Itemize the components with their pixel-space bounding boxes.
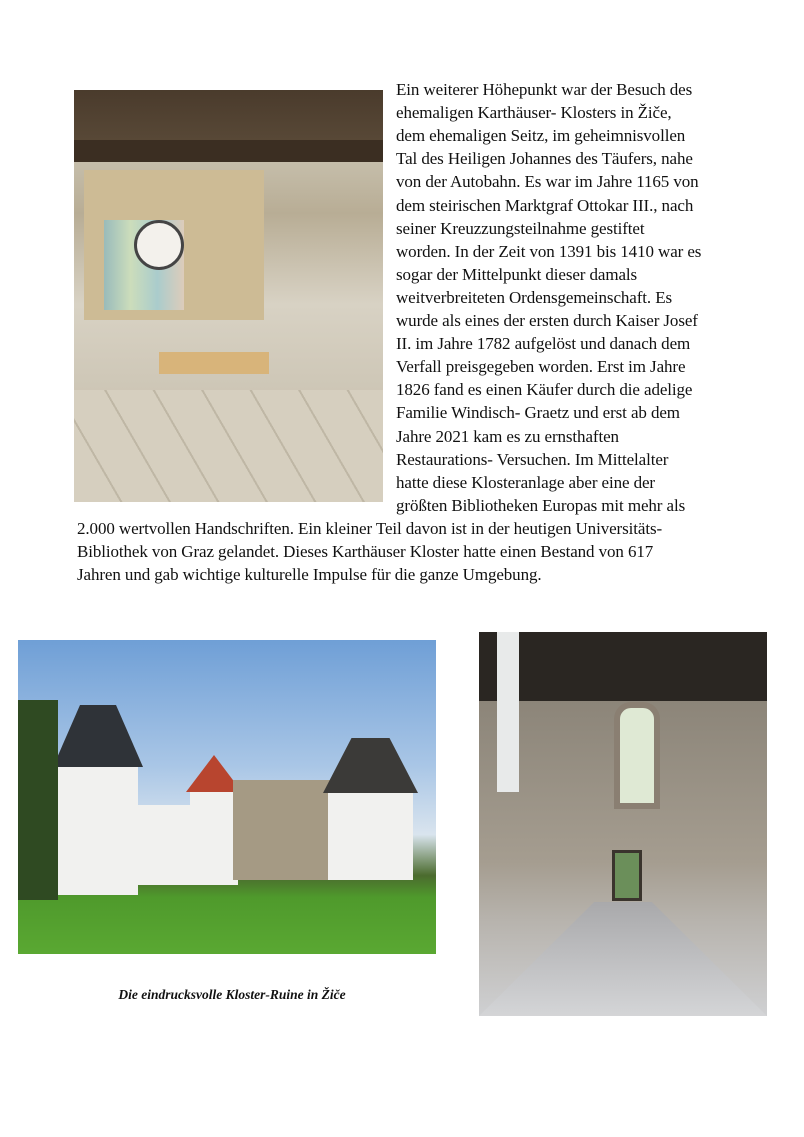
photo-clock (134, 220, 184, 270)
photo-ruin-wall (233, 780, 333, 880)
text-line: Jahre 2021 kam es zu ernsthaften (396, 426, 619, 446)
photo-tower-right (328, 790, 413, 880)
photo-tower-mid (190, 790, 238, 885)
photo-wing (138, 805, 198, 885)
photo-table (159, 352, 269, 374)
text-line: 1826 fand es einen Käufer durch die adelige (396, 380, 693, 400)
text-line: dem steirischen Marktgraf Ottokar III., nach (396, 195, 694, 215)
text-line: Ein weiterer Höhepunkt war der Besuch des (396, 80, 693, 99)
text-line: größten Bibliotheken Europas mit mehr als (396, 495, 686, 515)
text-line: wurde als eines der ersten durch Kaiser Josef (396, 311, 698, 330)
text-line: II. im Jahre 1782 aufgelöst und danach dem (396, 334, 691, 354)
text-line: von der Autobahn. Es war im Jahre 1165 von (396, 172, 699, 192)
photo-doorway (612, 850, 642, 901)
text-line: worden. In der Zeit von 1391 bis 1410 war es (396, 241, 702, 261)
text-line: hatte diese Klosteranlage aber eine der (396, 472, 655, 492)
photo-floor (74, 390, 383, 502)
text-line: ehemaligen Karthäuser- Klosters in Žiče, (396, 103, 672, 123)
photo-trees (18, 700, 58, 900)
photo-roof-left (53, 705, 143, 767)
text-line: seiner Kreuzzungsteilnahme gestiftet (396, 218, 645, 238)
photo-roof-right (323, 738, 418, 793)
text-line: dem ehemaligen Seitz, im geheimnisvollen (396, 126, 686, 146)
text-line: Restaurations- Versuchen. Im Mittelalter (396, 449, 669, 469)
photo-courtyard-cafe (74, 90, 383, 502)
photo-church-interior (479, 632, 767, 1016)
photo-monastery-exterior (18, 640, 436, 954)
text-line: Jahren und gab wichtige kulturelle Impulse für die ganze Umgebung. (77, 565, 542, 585)
photo-side-window (497, 632, 519, 792)
text-line: 2.000 wertvollen Handschriften. Ein kleiner Teil davon ist in der heutigen Universitäts- (77, 518, 663, 538)
photo-tower-left (58, 765, 138, 895)
text-line: sogar der Mittelpunkt dieser damals (396, 264, 638, 284)
text-line: Tal des Heiligen Johannes des Täufers, nahe (396, 149, 693, 169)
text-line: Bibliothek von Graz gelandet. Dieses Karthäuser Kloster hatte einen Bestand von 617 (77, 542, 654, 561)
photo-gothic-window (614, 702, 660, 809)
photo-floor (479, 902, 767, 1016)
photo-beam (74, 140, 383, 162)
photo-caption: Die eindrucksvolle Kloster-Ruine in Žiče (118, 987, 346, 1002)
text-line: Familie Windisch- Graetz und erst ab dem (396, 403, 680, 423)
text-line: weitverbreiteten Ordensgemeinschaft. Es (396, 287, 673, 307)
text-line: Verfall preisgegeben worden. Erst im Jahre (396, 357, 686, 377)
